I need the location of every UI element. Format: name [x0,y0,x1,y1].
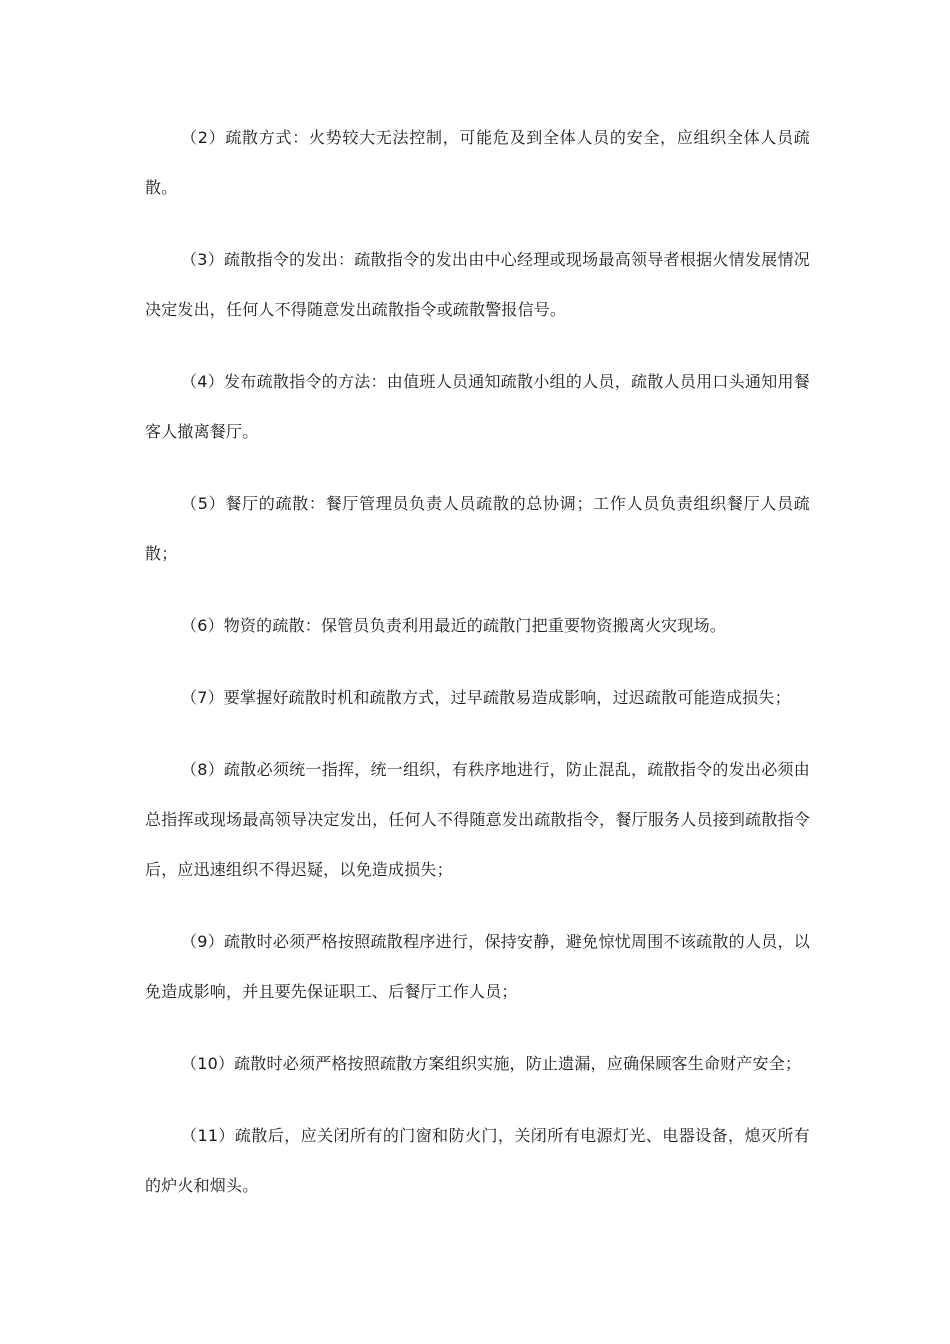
paragraph-9-evacuation-procedure: （9）疏散时必须严格按照疏散程序进行，保持安静，避免惊忧周围不该疏散的人员，以免造成影响，并且要先保证职工、后餐厅工作人员； [145,932,810,1001]
paragraph-8-unified-command: （8）疏散必须统一指挥，统一组织，有秩序地进行，防止混乱，疏散指令的发出必须由总指挥或现场最高领导决定发出，任何人不得随意发出疏散指令，餐厅服务人员接到疏散指令后，应迅速组织不得迟疑，以免造成损失； [145,760,810,879]
paragraph-3-evacuation-order-issuance: （3）疏散指令的发出：疏散指令的发出由中心经理或现场最高领导者根据火情发展情况决定发出，任何人不得随意发出疏散指令或疏散警报信号。 [145,250,810,319]
paragraph-6-material-evacuation: （6）物资的疏散：保管员负责利用最近的疏散门把重要物资搬离火灾现场。 [181,616,726,635]
paragraph-7-evacuation-timing: （7）要掌握好疏散时机和疏散方式，过早疏散易造成影响，过迟疏散可能造成损失； [181,688,791,707]
paragraph-11-after-evacuation: （11）疏散后，应关闭所有的门窗和防火门，关闭所有电源灯光、电器设备，熄灭所有的炉火和烟头。 [145,1126,810,1195]
paragraph-5-restaurant-evacuation: （5）餐厅的疏散：餐厅管理员负责人员疏散的总协调；工作人员负责组织餐厅人员疏散； [145,494,810,563]
paragraph-2-evacuation-method: （2）疏散方式：火势较大无法控制，可能危及到全体人员的安全，应组织全体人员疏散。 [145,128,810,197]
paragraph-4-order-publishing-method: （4）发布疏散指令的方法：由值班人员通知疏散小组的人员，疏散人员用口头通知用餐客人撤离餐厅。 [145,372,810,441]
paragraph-10-evacuation-plan: （10）疏散时必须严格按照疏散方案组织实施，防止遗漏，应确保顾客生命财产安全； [181,1054,802,1073]
